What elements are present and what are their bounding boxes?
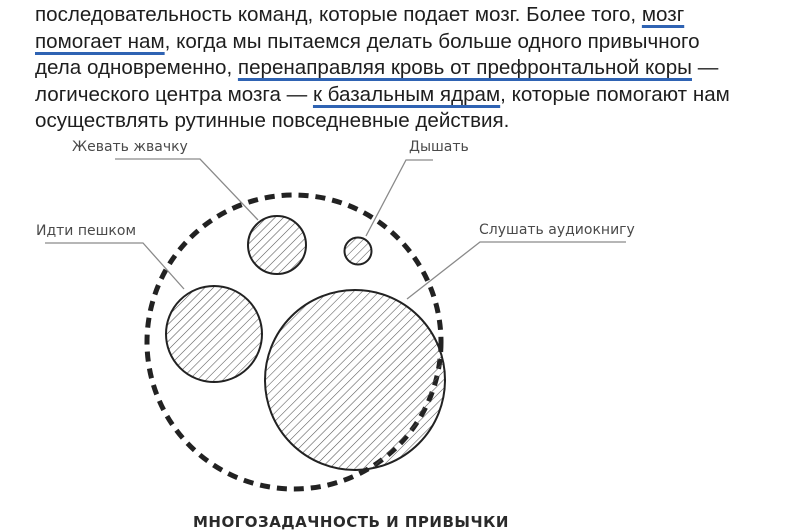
breathe-circle <box>345 238 372 265</box>
gum-leader-line <box>115 159 258 220</box>
walk-circle <box>166 286 262 382</box>
audiobook-circle <box>265 290 445 470</box>
breathe-label: Дышать <box>409 139 469 155</box>
gum-label: Жевать жвачку <box>72 139 188 155</box>
walk-label: Идти пешком <box>36 223 137 239</box>
breathe-leader-line <box>366 160 433 236</box>
underlined-phrase: перенаправляя кровь от префронтальной коры <box>237 56 692 80</box>
walk-leader-line <box>45 243 184 289</box>
text-span: дела одновременно, <box>35 56 238 80</box>
diagram-caption: МНОГОЗАДАЧНОСТЬ И ПРИВЫЧКИ <box>193 513 509 531</box>
text-span: логического центра мозга — <box>35 82 313 106</box>
text-span: последовательность команд, которые подает мозг. Более того, <box>35 3 642 26</box>
text-span: , когда мы пытаемся делать больше одного привычного <box>164 29 700 53</box>
underlined-phrase: мозг <box>641 3 685 26</box>
text-span: осуществлять рутинные повседневные действия. <box>35 109 510 133</box>
gum-circle <box>248 216 306 274</box>
audiobook-leader-line <box>407 242 626 299</box>
text-span: — <box>691 56 719 80</box>
audiobook-label: Слушать аудиокнигу <box>479 222 635 238</box>
underlined-phrase: помогает нам <box>35 29 165 53</box>
underlined-phrase: к базальным ядрам <box>312 82 501 106</box>
text-span: , которые помогают нам <box>500 82 730 106</box>
